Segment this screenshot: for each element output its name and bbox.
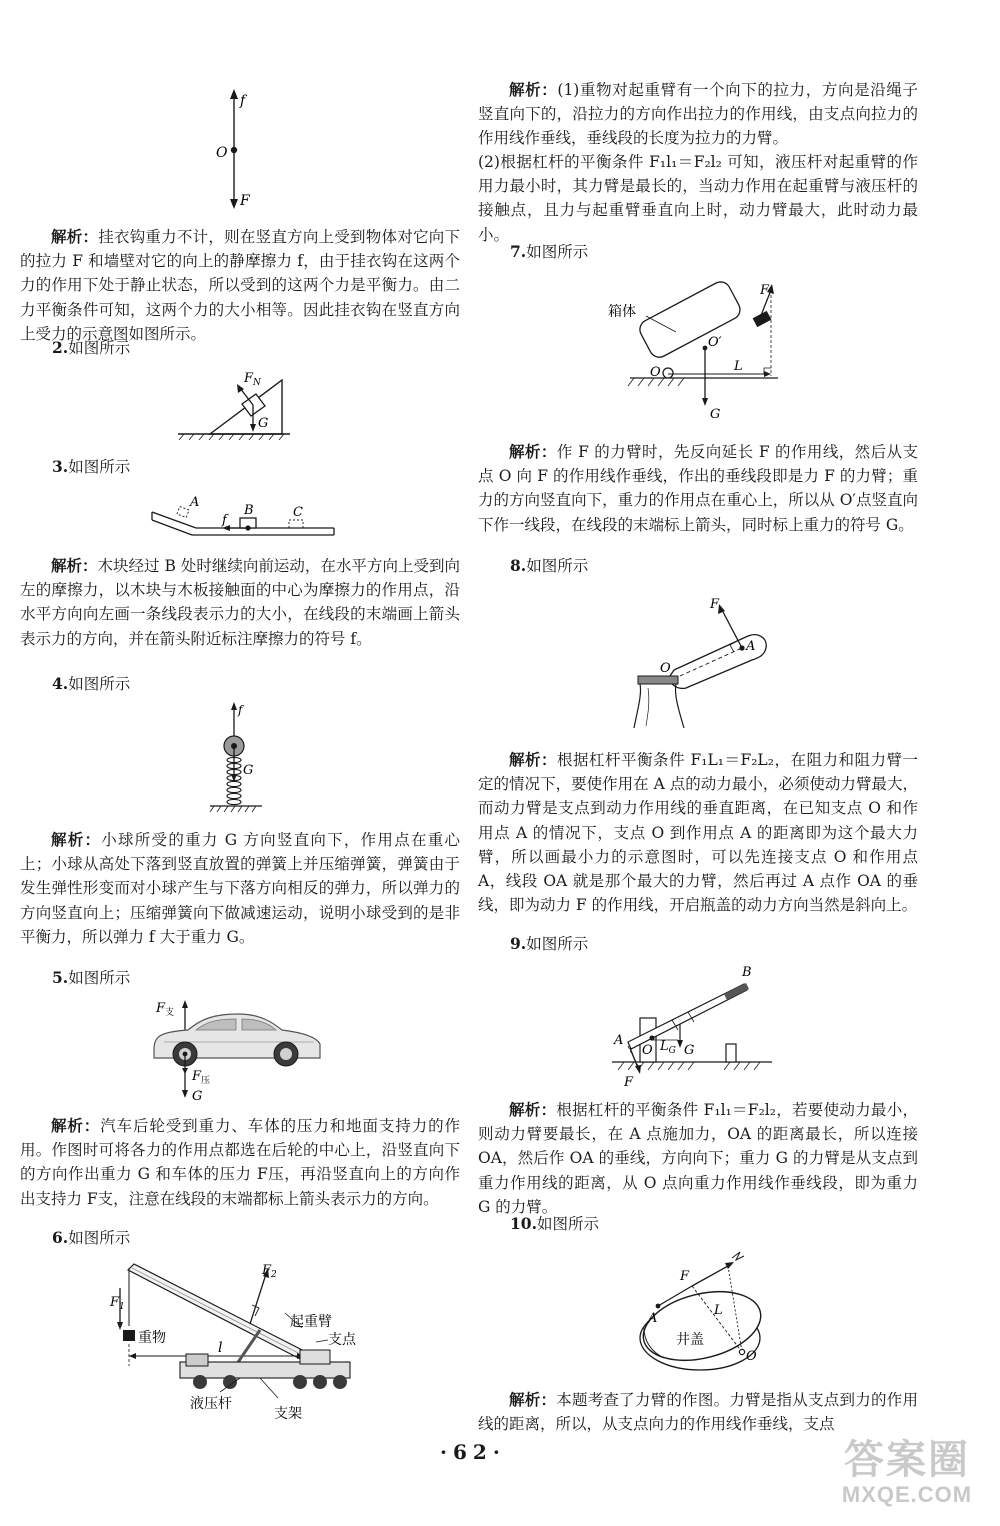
question-7-heading: 7.如图所示 [510,242,589,261]
figure-incline-block [170,366,300,442]
watermark-line1: 答案圈 [844,1436,970,1483]
figure-2-svg [170,366,300,442]
figure-1-svg [190,85,270,215]
analysis-1: 解析：挂衣钩重力不计，则在竖直方向上受到物体对它向下的拉力 F 和墙壁对它的向上的静摩擦力 f，由于挂衣钩在这两个力的作用下处于静止状态，所以受到的这两个力是平衡力。由二力平衡条件可知，这两个力的大小相等。因此挂衣钩在竖直方向上受力的示意图如图所示。 [20,227,460,343]
analysis-8: 解析：根据杠杆平衡条件 F₁L₁＝F₂L₂，在阻力和阻力臂一定的情况下，要使作用在 A 点的动力最小，必须使动力臂最大，而动力臂是支点到动力作用线的垂直距离，在已知支点 O 和作用点 A 的情况下，支点 O 到作用点 A 的距离即为这个最大力臂，所以画最小力的示意图时，可以先连接支点 O 和作用点 A，线段 OA 就是那个最大的力臂，然后再过 A 点作 OA 的垂线，即为动力 F 的作用线，开启瓶盖的动力方向当然是斜向上。 [478,750,918,915]
fig7-label-box: 箱体 [608,304,636,320]
figure-bottle-opener [628,590,778,736]
fig6-label-rod: 液压杆 [190,1396,232,1412]
figure-5-svg [148,992,328,1104]
figure-ramp-board [148,492,338,540]
figure-hook-forces [190,85,270,215]
figure-car-forces [148,992,328,1104]
figure-6-svg [110,1258,360,1428]
analysis-3: 解析：木块经过 B 处时继续向前运动，在水平方向上受到向左的摩擦力，以木块与木板接触面的中心为摩擦力的作用点，沿水平方向向左画一条线段表示力的大小，在线段的末端画上箭头表示力的方向，并在箭头附近标注摩擦力的符号 f。 [20,556,460,648]
fig5-label-fy: $F_压$ [192,1069,211,1086]
analysis-9: 解析：根据杠杆的平衡条件 F₁l₁＝F₂l₂，若要使动力最小，则动力臂要最长，在 A 点施加力，OA 的距离最长，所以连接 OA，然后作 OA 的垂线，方向向下；重力 G 的力臂是从支点到重力作用线的距离，从 O 点向重力作用线作垂线段，即为重力 G 的力臂。 [478,1100,918,1216]
fig10-label-l: L [714,1303,723,1318]
fig7-label-o1: O′ [708,335,722,350]
figure-barrier-lever [612,962,772,1092]
question-4-heading: 4.如图所示 [52,674,131,693]
fig8-label-f: F [710,597,720,612]
fig9-label-a: A [614,1033,624,1048]
fig9-label-b: B [742,965,752,980]
question-10-heading: 10.如图所示 [510,1214,599,1233]
figure-ball-spring [190,700,280,818]
fig10-label-cover: 井盖 [676,1332,704,1348]
fig7-label-o: O [650,365,661,380]
fig1-label-o: O [216,145,228,161]
question-5-heading: 5.如图所示 [52,968,131,987]
figure-7-svg [606,272,806,422]
fig6-label-f1: $F_1$ [110,1295,125,1312]
figure-4-svg [190,700,280,818]
fig1-label-f: f [240,93,246,109]
fig6-label-weight: 重物 [138,1330,166,1346]
fig8-label-o: O [660,661,671,676]
figure-8-svg [628,590,778,736]
question-2-heading: 2.如图所示 [52,338,131,357]
fig5-label-fz: $F_支$ [156,1001,175,1018]
question-8-heading: 8.如图所示 [510,556,589,575]
page-number [440,1440,506,1464]
fig3-label-c: C [293,505,303,520]
fig6-label-stand: 支架 [274,1406,302,1422]
question-6-heading: 6.如图所示 [52,1228,131,1247]
fig3-label-b: B [244,503,254,518]
fig7-label-l: L [734,359,743,374]
analysis-10: 解析：本题考查了力臂的作图。力臂是指从支点到力的作用线的距离，所以，从支点向力的作用线作垂线，支点 [478,1390,918,1434]
fig9-label-lg: $L_G$ [660,1039,676,1056]
fig1-label-F: F [240,193,250,209]
fig3-label-a: A [190,495,200,510]
fig9-label-f: F [624,1075,634,1090]
fig8-label-a: A [746,639,756,654]
fig9-label-g: G [684,1043,695,1058]
watermark [832,1438,982,1516]
fig5-label-g: G [192,1089,203,1104]
figure-box-lever [606,272,806,422]
fig6-label-l: l [218,1340,223,1356]
fig3-label-f: f [222,513,227,528]
figure-3-svg [148,492,338,540]
fig7-label-g: G [710,407,721,422]
fig7-label-f: F [760,283,770,298]
analysis-7: 解析：作 F 的力臂时，先反向延长 F 的作用线，然后从支点 O 向 F 的作用线作垂线，作出的垂线段即是力 F 的力臂；重力的方向竖直向下，重力的作用点在重心上，所以从 O′点竖直向下作一线段，在线段的末端标上箭头，同时标上重力的符号 G。 [478,442,918,534]
watermark-line2: MXQE.COM [841,1482,973,1507]
fig2-label-fn: $F_N$ [244,371,261,388]
question-9-heading: 9.如图所示 [510,934,589,953]
question-3-heading: 3.如图所示 [52,457,131,476]
figure-10-svg [628,1246,778,1380]
analysis-4: 解析：小球所受的重力 G 方向竖直向下，作用点在重心上；小球从高处下落到竖直放置的弹簧上并压缩弹簧，弹簧由于发生弹性形变而对小球产生与下落方向相反的弹力，所以弹力的方向竖直向上；压缩弹簧向下做减速运动，说明小球受到的是非平衡力，所以弹力 f 大于重力 G。 [20,830,460,946]
analysis-6b: (2)根据杠杆的平衡条件 F₁l₁＝F₂l₂ 可知，液压杆对起重臂的作用力最小时，其力臂是最长的，当动力作用在起重臂与液压杆的接触点，且力与起重臂垂直向上时，动力臂最大，此时动力最小。 [478,153,918,244]
analysis-5: 解析：汽车后轮受到重力、车体的压力和地面支持力的作用。作图时可将各力的作用点都选在后轮的中心上，沿竖直向下的方向作出重力 G 和车体的压力 F压，再沿竖直向上的方向作出支持力 F支，注意在线段的末端都标上箭头表示力的方向。 [20,1116,460,1208]
analysis-6a: 解析：(1)重物对起重臂有一个向下的拉力，方向是沿绳子竖直向下的，沿拉力的方向作出拉力的作用线，由支点向拉力的作用线作垂线，垂线段的长度为拉力的力臂。 [478,80,918,148]
fig10-label-o: O [746,1349,757,1364]
figure-manhole-cover [628,1246,778,1380]
fig4-label-g: G [243,763,254,778]
fig10-label-f: F [680,1269,690,1284]
fig6-label-arm: 起重臂 [290,1314,332,1330]
fig4-label-f: f [238,703,243,717]
page-dot-right: · [492,1440,506,1464]
fig6-label-f2: $F_2$ [262,1263,277,1280]
page-dot-left: · [440,1440,453,1464]
fig6-label-pivot: 支点 [328,1332,356,1348]
fig2-label-g: G [258,416,269,431]
figure-crane [110,1258,360,1428]
fig9-label-o: O [642,1043,653,1058]
figure-9-svg [612,962,772,1092]
fig10-label-a: A [648,1311,658,1326]
page-number-value: 62 [452,1440,493,1464]
